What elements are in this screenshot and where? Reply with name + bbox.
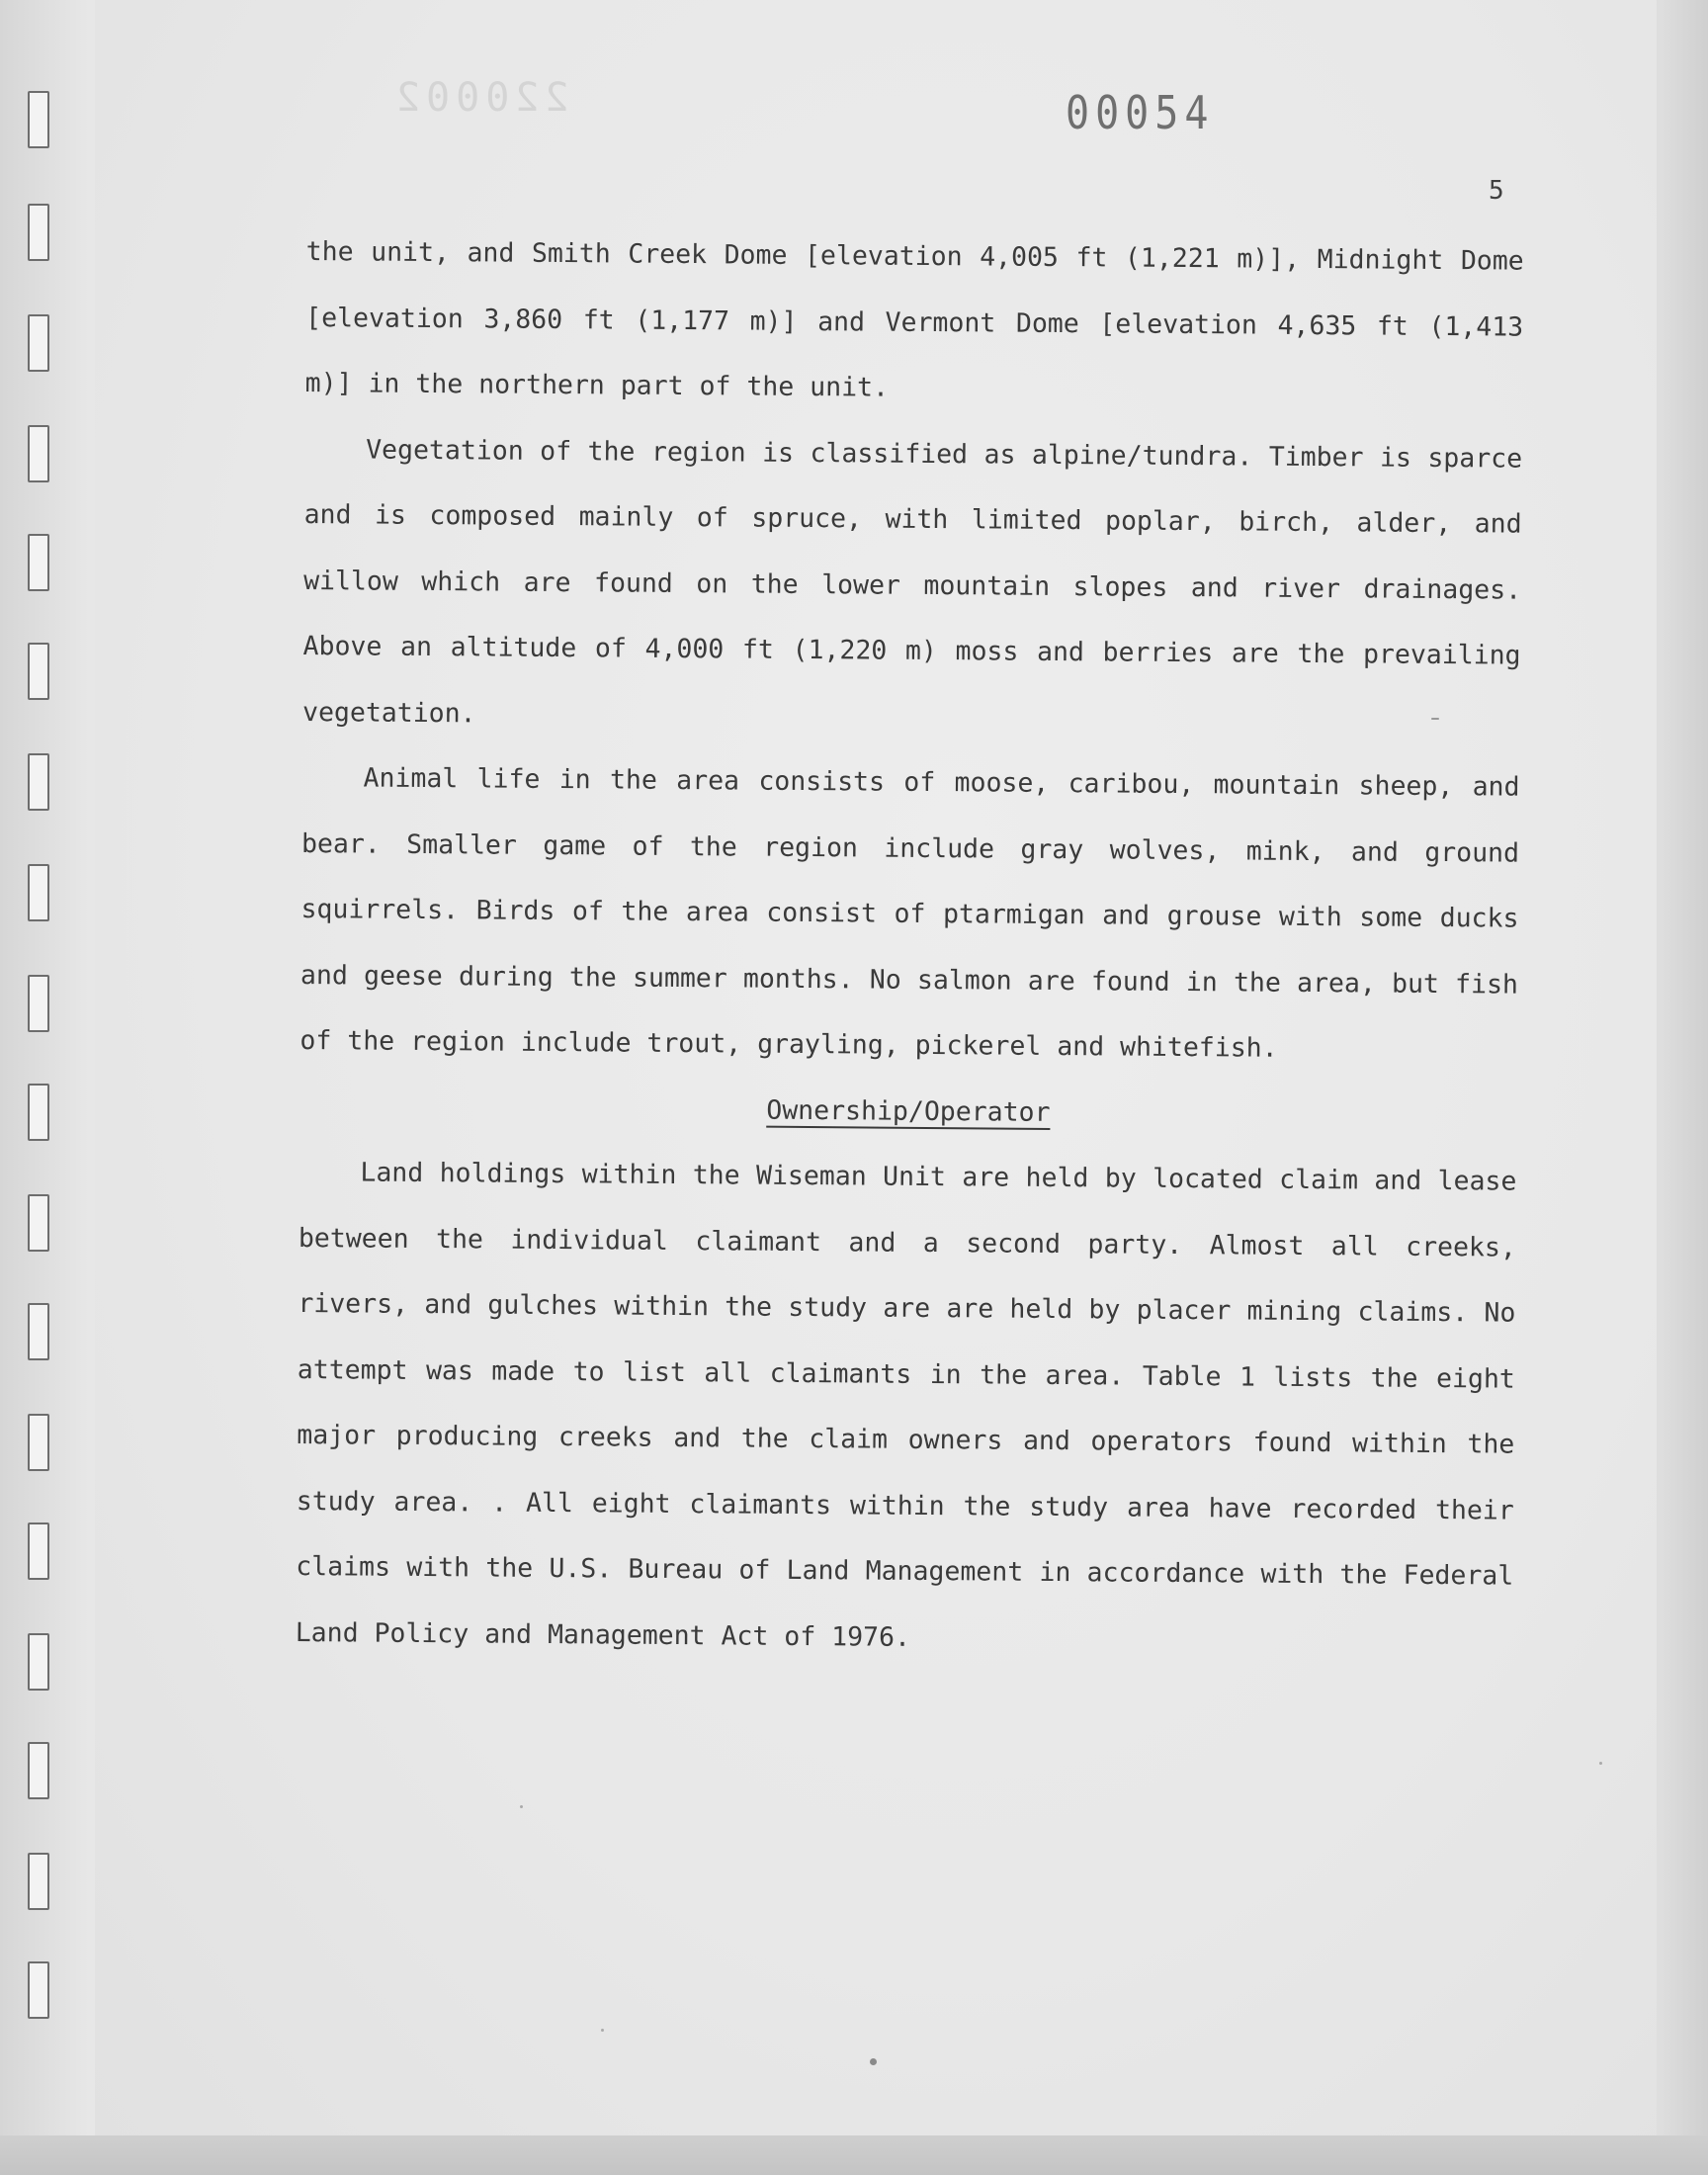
paragraph-animal-life: Animal life in the area consists of moose, caribou, mountain sheep, and bear. Smaller game of the region include gray wolves, mink, and ground squirrels. Birds of the area consist of ptarmigan and grouse with some ducks and geese during the summer months. No salmon are found in the area, but fish of the region include trout, grayling, pickerel and whitefish. [299,762,1520,1064]
dust-speck-icon [1431,718,1439,720]
binding-hole-icon [28,643,49,700]
binding-hole-icon [28,975,49,1032]
binding-hole-icon [28,1961,49,2019]
dust-speck-icon [601,2029,604,2032]
binding-hole-icon [28,314,49,372]
dust-speck-icon [520,1805,523,1808]
binding-hole-icon [28,1522,49,1580]
section-heading-text: Ownership/Operator [766,1094,1051,1128]
binding-hole-icon [28,864,49,921]
bleed-through-stamp: 220002 [390,75,569,121]
binding-hole-icon [28,1303,49,1360]
page-number: 5 [1489,176,1504,206]
body-text [296,219,1524,1676]
scan-bottom-edge [0,2135,1708,2175]
binding-hole-icon [28,425,49,482]
paragraph-ownership: Land holdings within the Wiseman Unit are held by located claim and lease between the individual claimant and a second party. Almost all creeks, rivers, and gulches within the study are are held by placer mining claims. No attempt was made to list all claimants in the area. Table 1 lists the eight major producing creeks and the claim owners and operators found within the study area. . All eight claimants within the study area have recorded their claims with the U.S. Bureau of Land Management in accordance with the Federal Land Policy and Management Act of 1976. [295,1157,1517,1653]
paragraph-unit-domes: the unit, and Smith Creek Dome [elevation 4,005 ft (1,221 m)], Midnight Dome [elevation 3,860 ft (1,177 m)] and Vermont Dome [elevation 4,635 ft (1,413 m)] in the northern part of the unit. [304,235,1524,403]
binding-hole-icon [28,753,49,811]
binding-hole-icon [28,1853,49,1910]
binding-strip [0,0,79,2175]
binding-hole-icon [28,1633,49,1691]
binding-hole-icon [28,1414,49,1471]
dust-speck-icon [870,2058,877,2065]
document-stamp-number: ‍00054 [1066,87,1215,140]
binding-hole-icon [28,1194,49,1252]
binding-hole-icon [28,1084,49,1141]
binding-hole-icon [28,91,49,148]
paragraph-vegetation: Vegetation of the region is classified as alpine/tundra. Timber is sparce and is composed mainly of spruce, with limited poplar, birch, alder, and willow which are found on the lower mountain slopes and river drainages. Above an altitude of 4,000 ft (1,220 m) moss and berries are the prevailing vegetation. [301,433,1523,729]
dust-speck-icon [1599,1762,1602,1765]
binding-hole-icon [28,534,49,591]
binding-hole-icon [28,204,49,261]
binding-hole-icon [28,1742,49,1799]
section-heading [299,1074,1517,1149]
